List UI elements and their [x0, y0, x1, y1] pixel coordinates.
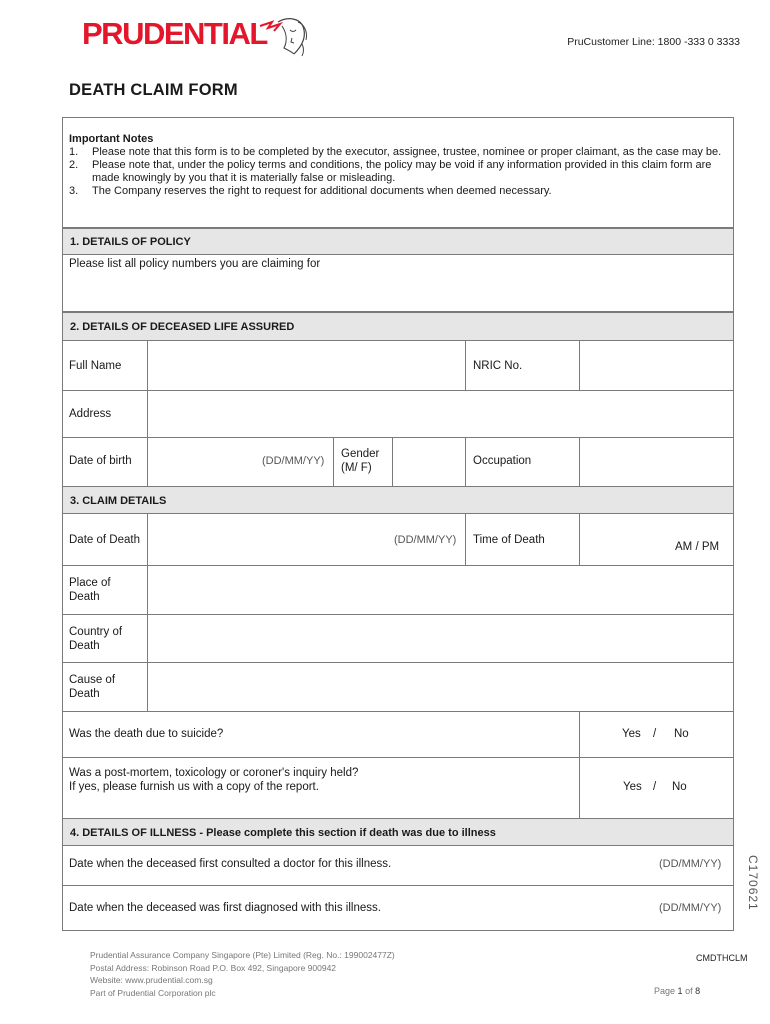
section-2-header: 2. DETAILS OF DECEASED LIFE ASSURED	[62, 312, 734, 341]
gender-options-label: (M/ F)	[341, 462, 372, 474]
note-text: Please note that this form is to be completed by the executor, assignee, trustee, nominee or proper claimant, as the case may be.	[92, 146, 722, 158]
gender-label: Gender	[341, 448, 380, 460]
footer-website: Website: www.prudential.com.sg	[90, 975, 213, 985]
suicide-question: Was the death due to suicide?	[69, 728, 224, 740]
first-consulted-input[interactable]	[500, 846, 733, 884]
dob-label: Date of birth	[69, 455, 132, 467]
address-label: Address	[69, 408, 112, 420]
country-of-death-label: Country of	[69, 626, 123, 638]
suicide-no-option[interactable]: No	[674, 728, 689, 740]
footer-postal-address: Postal Address: Robinson Road P.O. Box 492, Singapore 900942	[90, 962, 337, 973]
note-number: 1.	[69, 146, 79, 158]
nric-input[interactable]	[580, 341, 733, 389]
first-diagnosed-hint: (DD/MM/YY)	[659, 902, 722, 914]
place-of-death-label-2: Death	[69, 591, 100, 603]
note-text: The Company reserves the right to request for additional documents when deemed necessary.	[92, 185, 552, 197]
first-diagnosed-input[interactable]	[500, 886, 733, 930]
cause-of-death-label: Cause of	[69, 674, 116, 686]
note-item-3	[69, 185, 729, 198]
dob-format-hint: (DD/MM/YY)	[262, 455, 325, 467]
first-consulted-hint: (DD/MM/YY)	[659, 858, 722, 870]
country-of-death-label-2: Death	[69, 640, 100, 652]
postmortem-question: Was a post-mortem, toxicology or coroner's inquiry held?	[69, 767, 359, 779]
occupation-input[interactable]	[580, 438, 733, 486]
notes-title: Important Notes	[69, 133, 154, 145]
section-3-header: 3. CLAIM DETAILS	[62, 486, 734, 514]
customer-line: PruCustomer Line: 1800 -333 0 3333	[567, 36, 740, 48]
first-diagnosed-label: Date when the deceased was first diagnosed with this illness.	[69, 902, 381, 914]
section-4-header: 4. DETAILS OF ILLNESS - Please complete this section if death was due to illness	[62, 818, 734, 846]
form-version-code: C170621	[746, 855, 760, 911]
am-pm-option[interactable]: AM / PM	[675, 541, 720, 553]
form-code: CMDTHCLM	[696, 953, 748, 963]
suicide-yes-option[interactable]: Yes	[622, 728, 641, 740]
prudence-head-icon	[258, 14, 310, 58]
page-prefix: Page	[654, 986, 676, 996]
footer-company-name: Prudential Assurance Company Singapore (Pte) Limited (Reg. No.: 199002477Z)	[90, 950, 395, 960]
footer-parent-company: Part of Prudential Corporation plc	[90, 987, 216, 998]
cause-of-death-label-2: Death	[69, 688, 100, 700]
note-number: 2.	[69, 159, 79, 171]
note-item-1	[69, 146, 729, 159]
suicide-separator: /	[653, 728, 657, 740]
form-title: DEATH CLAIM FORM	[69, 81, 238, 99]
first-consulted-label: Date when the deceased first consulted a doctor for this illness.	[69, 858, 392, 870]
page-of: of	[685, 986, 693, 996]
important-notes	[69, 133, 729, 198]
page-indicator	[654, 986, 700, 996]
nric-label: NRIC No.	[473, 360, 523, 372]
company-footer	[90, 949, 395, 999]
date-of-death-hint: (DD/MM/YY)	[394, 534, 457, 546]
place-of-death-label: Place of	[69, 577, 111, 589]
occupation-label: Occupation	[473, 455, 532, 467]
page-current: 1	[677, 986, 683, 996]
full-name-label: Full Name	[69, 360, 122, 372]
note-text: Please note that, under the policy terms and conditions, the policy may be void if any information provided in this claim form are made knowingly by you that it is materially false or misleading.	[92, 159, 712, 184]
postmortem-instruction: If yes, please furnish us with a copy of the report.	[69, 781, 319, 793]
postmortem-separator: /	[653, 781, 657, 793]
section-1-header: 1. DETAILS OF POLICY	[62, 228, 734, 255]
note-item-2	[69, 159, 729, 185]
country-of-death-input[interactable]	[148, 615, 733, 661]
place-of-death-input[interactable]	[148, 566, 733, 613]
postmortem-yes-option[interactable]: Yes	[623, 781, 642, 793]
gender-input[interactable]	[393, 438, 464, 486]
postmortem-no-option[interactable]: No	[672, 781, 687, 793]
prudential-logo: PRUDENTIAL	[82, 16, 267, 51]
note-number: 3.	[69, 185, 79, 197]
full-name-input[interactable]	[148, 341, 464, 389]
policy-numbers-label: Please list all policy numbers you are claiming for	[69, 258, 321, 270]
cause-of-death-input[interactable]	[148, 663, 733, 710]
address-input[interactable]	[148, 391, 733, 436]
date-of-death-label: Date of Death	[69, 534, 140, 546]
time-of-death-input[interactable]	[580, 514, 733, 564]
page-total: 8	[695, 986, 701, 996]
time-of-death-label: Time of Death	[473, 534, 545, 546]
